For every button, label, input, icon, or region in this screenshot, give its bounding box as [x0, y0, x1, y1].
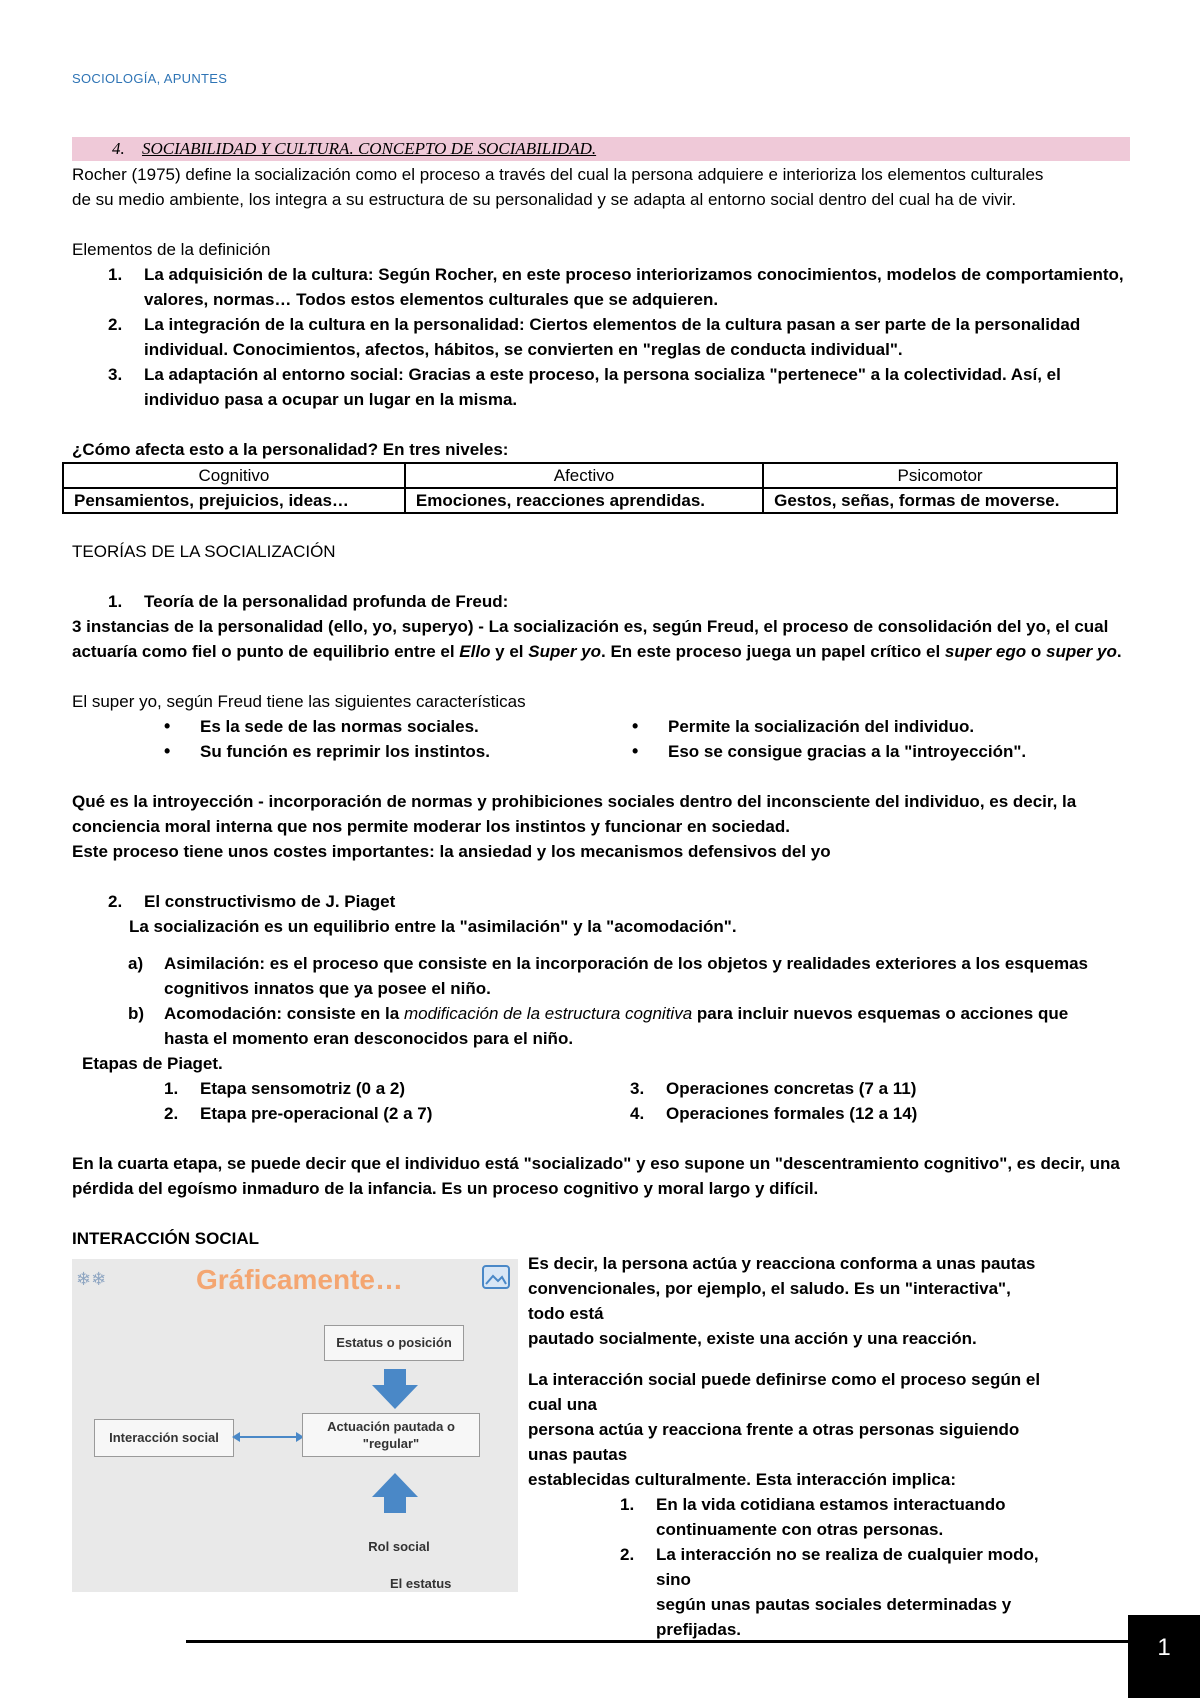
- arrow-down-icon: [372, 1369, 418, 1409]
- box-status: Estatus o posición: [324, 1325, 464, 1361]
- levels-table: [62, 462, 1118, 514]
- table-cell: Gestos, señas, formas de moverse.: [763, 488, 1117, 513]
- picture-icon: [482, 1265, 510, 1289]
- list-item: 1. Etapa sensomotriz (0 a 2): [164, 1079, 406, 1098]
- footer-rule: [186, 1640, 1130, 1643]
- item-number: 1.: [108, 265, 123, 284]
- text-line: persona actúa y reacciona frente a otras personas siguiendo unas pautas: [528, 1420, 1020, 1464]
- elements-list: [72, 262, 1130, 412]
- item-line: valores, normas… Todos estos elementos culturales que se adquieren.: [144, 290, 719, 309]
- document-body: [72, 137, 1130, 1642]
- freud-title: Teoría de la personalidad profunda de Freud:: [144, 592, 509, 611]
- piaget-conclusion-1: En la cuarta etapa, se puede decir que el individuo está "socializado" y eso supone un "descentramiento cognitivo", es decir, una: [72, 1154, 1120, 1173]
- list-item: 3. Operaciones concretas (7 a 11): [630, 1079, 917, 1098]
- text-line: pautado socialmente, existe una acción y una reacción.: [528, 1329, 977, 1348]
- running-header: SOCIOLOGÍA, APUNTES: [72, 71, 228, 86]
- table-header-cell: Cognitivo: [63, 463, 405, 488]
- diagram-footer: El estatus: [390, 1576, 452, 1591]
- page-number: 1: [1128, 1615, 1200, 1698]
- table-header-cell: Psicomotor: [763, 463, 1117, 488]
- table-header-cell: Afectivo: [405, 463, 763, 488]
- interaction-text: [528, 1251, 1048, 1642]
- table-header-row: [63, 463, 1117, 488]
- list-item: • Es la sede de las normas sociales.: [164, 716, 479, 736]
- text-line: convencionales, por ejemplo, el saludo. Es un "interactiva", todo está: [528, 1279, 1011, 1323]
- list-item: [72, 362, 1130, 412]
- superyo-heading: El super yo, según Freud tiene las siguientes características: [72, 692, 526, 711]
- list-item: • Eso se consigue gracias a la "introyección".: [632, 741, 1027, 761]
- introyeccion-line-3: Este proceso tiene unos costes importantes: la ansiedad y los mecanismos defensivos del yo: [72, 842, 831, 861]
- item-line: individuo pasa a ocupar un lugar en la misma.: [144, 390, 518, 409]
- elements-heading: Elementos de la definición: [72, 240, 271, 259]
- list-item: • Permite la socialización del individuo.: [632, 716, 975, 736]
- introyeccion-line-1: Qué es la introyección - incorporación de normas y prohibiciones sociales dentro del inconsciente del individuo, es decir, la: [72, 792, 1077, 811]
- stages-list: [72, 1076, 1130, 1126]
- freud-heading: [72, 589, 1130, 614]
- list-item: 2. Etapa pre-operacional (2 a 7): [164, 1104, 433, 1123]
- text-line: Es decir, la persona actúa y reacciona conforma a unas pautas: [528, 1254, 1036, 1273]
- interaction-diagram: [72, 1259, 518, 1592]
- text-line: establecidas culturalmente. Esta interacción implica:: [528, 1470, 956, 1489]
- list-item: [72, 262, 1130, 312]
- box-action: Actuación pautada o "regular": [302, 1413, 480, 1457]
- interaction-section: [72, 1251, 1130, 1642]
- diagram-title: Gráficamente…: [196, 1264, 403, 1295]
- item-number: 2.: [108, 315, 123, 334]
- introyeccion-line-2: conciencia moral interna que nos permite moderar los instintos y funcionar en sociedad.: [72, 817, 790, 836]
- list-item: a) Asimilación: es el proceso que consiste en la incorporación de los objetos y realidades exteriores a los esquemas cognitivos innatos que ya posee el niño.: [128, 954, 1089, 998]
- section-title-text: SOCIABILIDAD Y CULTURA. CONCEPTO DE SOCIABILIDAD.: [142, 139, 597, 158]
- piaget-conclusion-2: pérdida del egoísmo inmaduro de la infancia. Es un proceso cognitivo y moral largo y difícil.: [72, 1179, 819, 1198]
- freud-line-2: actuaría como fiel o punto de equilibrio entre el Ello y el Super yo. En este proceso juega un papel crítico el super ego o super yo.: [72, 642, 1122, 661]
- text-line: La interacción social puede definirse como el proceso según el cual una: [528, 1370, 1041, 1414]
- table-row: [63, 488, 1117, 513]
- box-interaction: Interacción social: [94, 1419, 234, 1457]
- piaget-heading: [72, 889, 1130, 914]
- item-number: 1.: [108, 592, 123, 611]
- list-item: 2. La interacción no se realiza de cualquier modo, sino según unas pautas sociales determinadas y prefijadas.: [620, 1545, 1039, 1639]
- intro-line-2: de su medio ambiente, los integra a su estructura de su personalidad y se adapta al entorno social dentro del cual ha de vivir.: [72, 190, 1017, 209]
- list-item: 4. Operaciones formales (12 a 14): [630, 1104, 918, 1123]
- item-number: 2.: [108, 892, 123, 911]
- list-item: 1. En la vida cotidiana estamos interactuando continuamente con otras personas.: [620, 1495, 1006, 1539]
- item-line: La integración de la cultura en la personalidad: Ciertos elementos de la cultura pasan a ser parte de la personalidad: [144, 315, 1081, 334]
- levels-question: ¿Cómo afecta esto a la personalidad? En tres niveles:: [72, 440, 509, 459]
- interaction-heading: INTERACCIÓN SOCIAL: [72, 1229, 259, 1248]
- box-role: Rol social: [368, 1539, 430, 1554]
- theories-heading: TEORÍAS DE LA SOCIALIZACIÓN: [72, 542, 336, 561]
- section-title: [72, 137, 1130, 161]
- table-cell: Emociones, reacciones aprendidas.: [405, 488, 763, 513]
- arrow-up-icon: [372, 1473, 418, 1513]
- intro-line-1: Rocher (1975) define la socialización como el proceso a través del cual la persona adquiere e interioriza los elementos culturales: [72, 165, 1044, 184]
- double-arrow-icon: [232, 1429, 304, 1445]
- item-number: 3.: [108, 365, 123, 384]
- item-line: La adaptación al entorno social: Gracias a este proceso, la persona socializa "pertenece" a la colectividad. Así, el: [144, 365, 1061, 384]
- piaget-title: El constructivismo de J. Piaget: [144, 892, 396, 911]
- list-item: b) Acomodación: consiste en la modificación de la estructura cognitiva para incluir nuevos esquemas o acciones que hasta el momento eran desconocidos para el niño.: [128, 1004, 1069, 1048]
- item-line: individual. Conocimientos, afectos, hábitos, se convierten en "reglas de conducta individual".: [144, 340, 903, 359]
- item-line: La adquisición de la cultura: Según Rocher, en este proceso interiorizamos conocimientos, modelos de comportamiento,: [144, 265, 1124, 284]
- superyo-bullets: [72, 714, 1130, 764]
- freud-line-1: 3 instancias de la personalidad (ello, yo, superyo) - La socialización es, según Freud, el proceso de consolidación del yo, el cual: [72, 617, 1109, 636]
- stages-heading: Etapas de Piaget.: [82, 1054, 223, 1073]
- list-item: [72, 312, 1130, 362]
- snowflake-icon: ❄❄: [76, 1269, 107, 1289]
- section-number: 4.: [112, 139, 125, 158]
- piaget-summary: La socialización es un equilibrio entre la "asimilación" y la "acomodación".: [129, 917, 737, 936]
- list-item: • Su función es reprimir los instintos.: [164, 741, 490, 761]
- table-cell: Pensamientos, prejuicios, ideas…: [63, 488, 405, 513]
